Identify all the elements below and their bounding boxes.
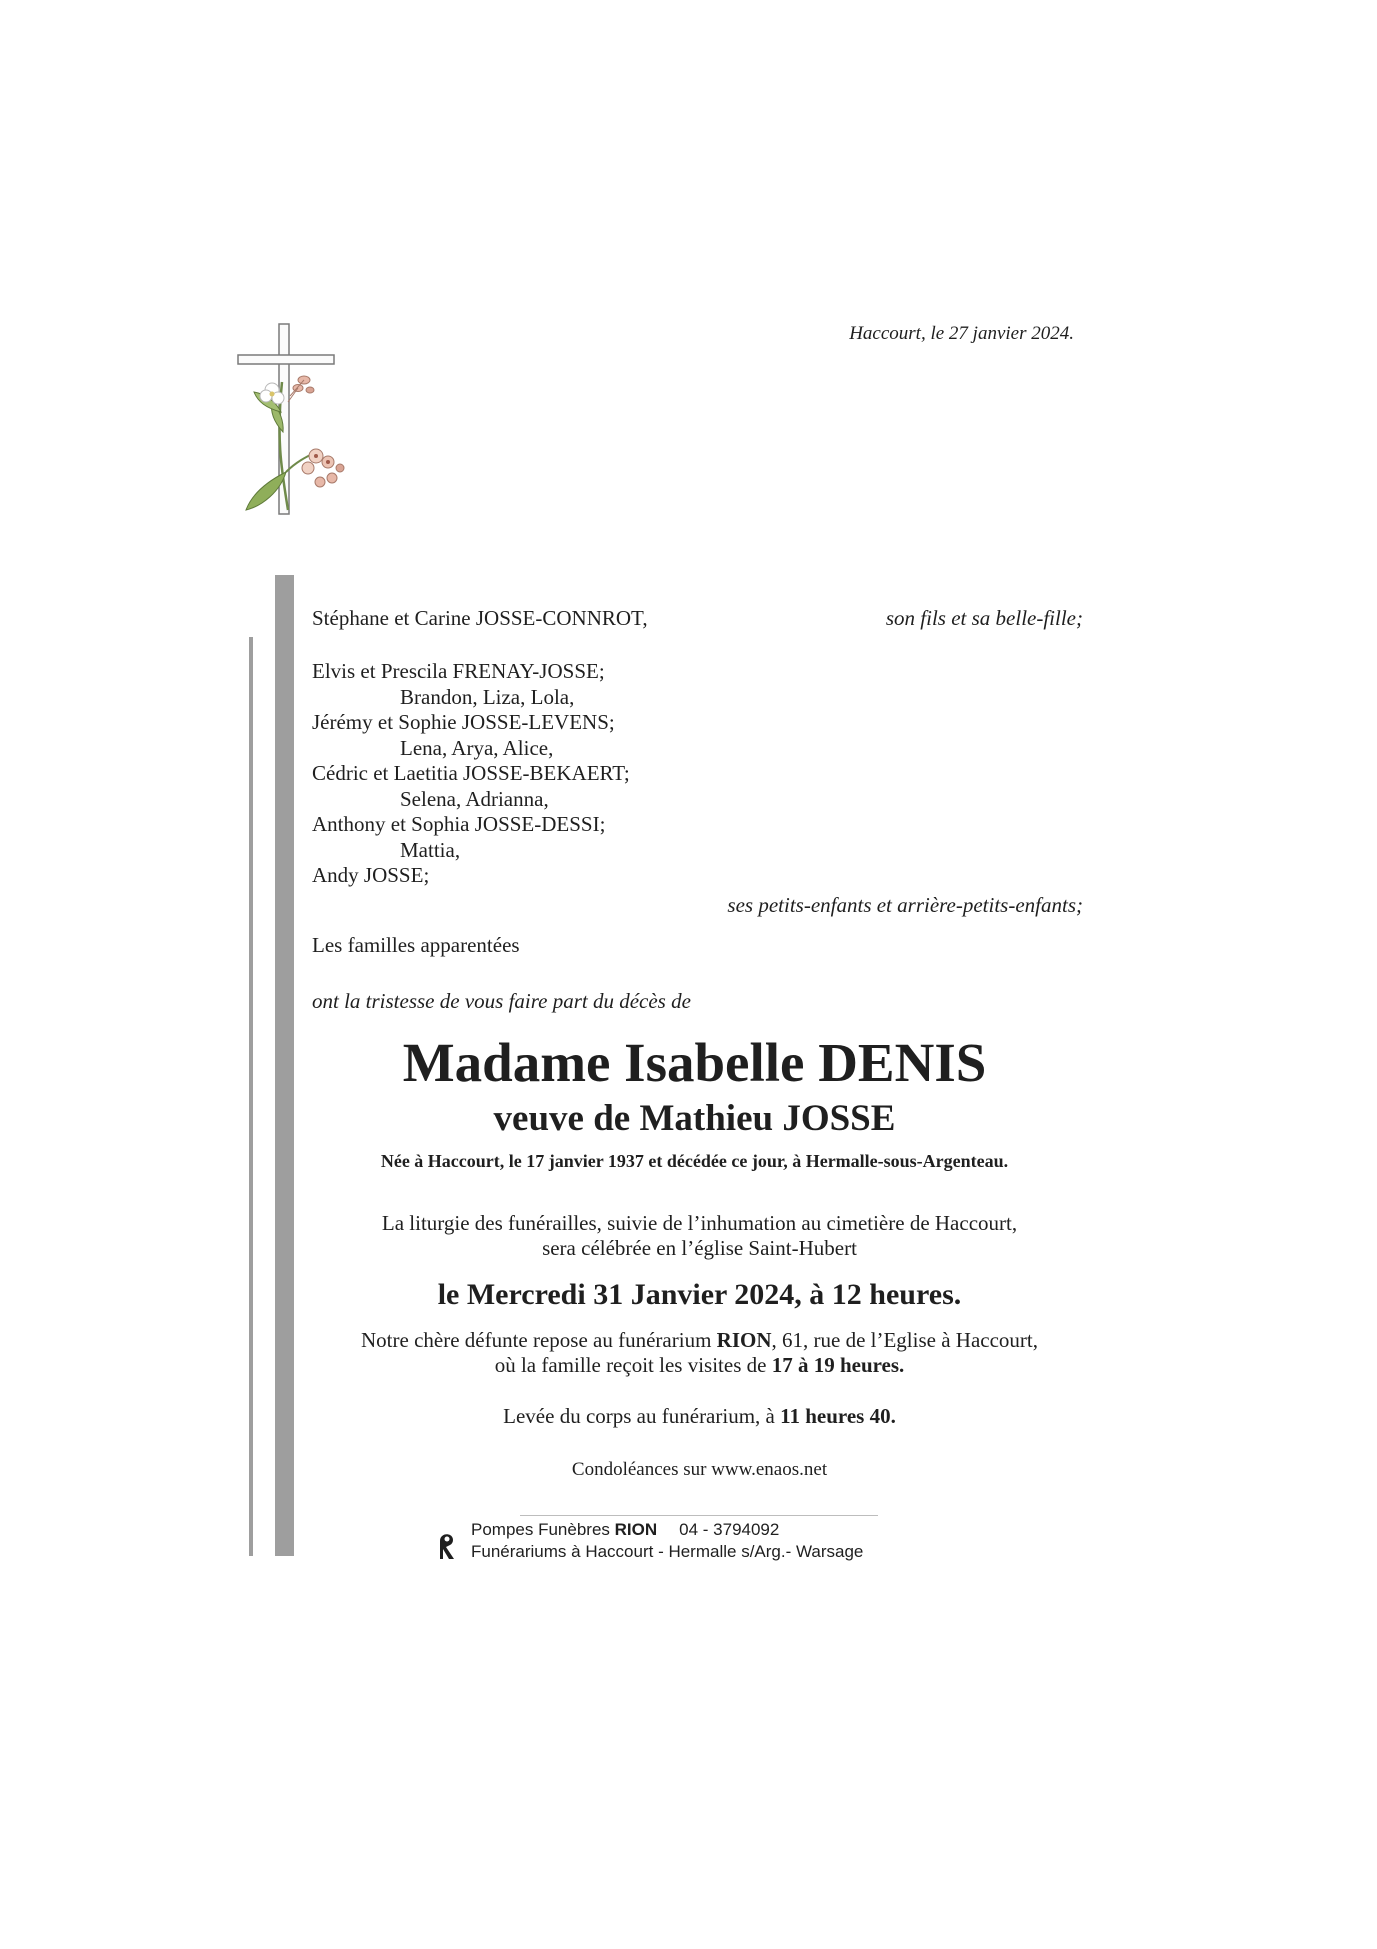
- repose-line: [0, 1328, 1377, 1353]
- levee-prefix: Levée du corps au funérarium, à: [503, 1404, 781, 1428]
- levee-line: [0, 1404, 1377, 1429]
- footer-company-prefix: Pompes Funèbres: [471, 1520, 615, 1539]
- repose-name: RION: [716, 1328, 772, 1352]
- footer-phone: 04 - 3794092: [679, 1520, 780, 1539]
- levee-time: 11 heures 40.: [780, 1404, 896, 1428]
- grandchild-couple: Anthony et Sophia JOSSE-DESSI;: [312, 812, 606, 836]
- footer-company-name: RION: [614, 1520, 658, 1539]
- ceremony-line-1: La liturgie des funérailles, suivie de l’inhumation au cimetière de Haccourt,: [381, 1211, 1018, 1235]
- related-families: Les familles apparentées: [312, 933, 520, 957]
- announcement-intro: ont la tristesse de vous faire part du décès de: [312, 989, 691, 1013]
- grandchild-couple: Elvis et Prescila FRENAY-JOSSE;: [312, 659, 605, 683]
- son-relation: son fils et sa belle-fille;: [885, 606, 1083, 630]
- cross-with-flowers-icon: [236, 322, 356, 518]
- date-line: Haccourt, le 27 janvier 2024.: [849, 323, 1074, 344]
- grandchildren-relation: ses petits-enfants et arrière-petits-enfants;: [727, 893, 1083, 917]
- grandchildren-names: Lena, Arya, Alice,: [400, 735, 554, 760]
- visits-line: [0, 1353, 1377, 1378]
- widow-line: veuve de Mathieu JOSSE: [493, 1098, 896, 1139]
- deceased-name: Madame Isabelle DENIS: [402, 1032, 987, 1093]
- grandchild-couple: Andy JOSSE;: [312, 863, 430, 887]
- footer-locations: Funérariums à Haccourt - Hermalle s/Arg.- Warsage: [471, 1542, 864, 1561]
- ceremony-date: le Mercredi 31 Janvier 2024, à 12 heures.: [437, 1278, 962, 1311]
- grandchild-couple: Jérémy et Sophie JOSSE-LEVENS;: [312, 710, 615, 734]
- grandchild-couple: Cédric et Laetitia JOSSE-BEKAERT;: [312, 761, 630, 785]
- repose-suffix: , 61, rue de l’Eglise à Haccourt,: [771, 1328, 1038, 1352]
- rion-logo-icon: [436, 1531, 458, 1561]
- grandchildren-names: Mattia,: [400, 837, 461, 862]
- footer-company-line: [471, 1520, 779, 1540]
- repose-prefix: Notre chère défunte repose au funérarium: [361, 1328, 717, 1352]
- birth-death-line: Née à Haccourt, le 17 janvier 1937 et décédée ce jour, à Hermalle-sous-Argenteau.: [380, 1151, 1009, 1171]
- visits-hours: 17 à 19 heures.: [771, 1353, 905, 1377]
- visits-prefix: où la famille reçoit les visites de: [494, 1353, 772, 1377]
- grandchildren-names: Selena, Adrianna,: [400, 786, 549, 811]
- footer-divider: [520, 1515, 878, 1516]
- condolences-line: Condoléances sur www.enaos.net: [571, 1459, 828, 1480]
- ceremony-line-2: sera célébrée en l’église Saint-Hubert: [542, 1236, 857, 1260]
- son-line: Stéphane et Carine JOSSE-CONNROT,: [312, 606, 648, 630]
- grandchildren-names: Brandon, Liza, Lola,: [400, 684, 575, 709]
